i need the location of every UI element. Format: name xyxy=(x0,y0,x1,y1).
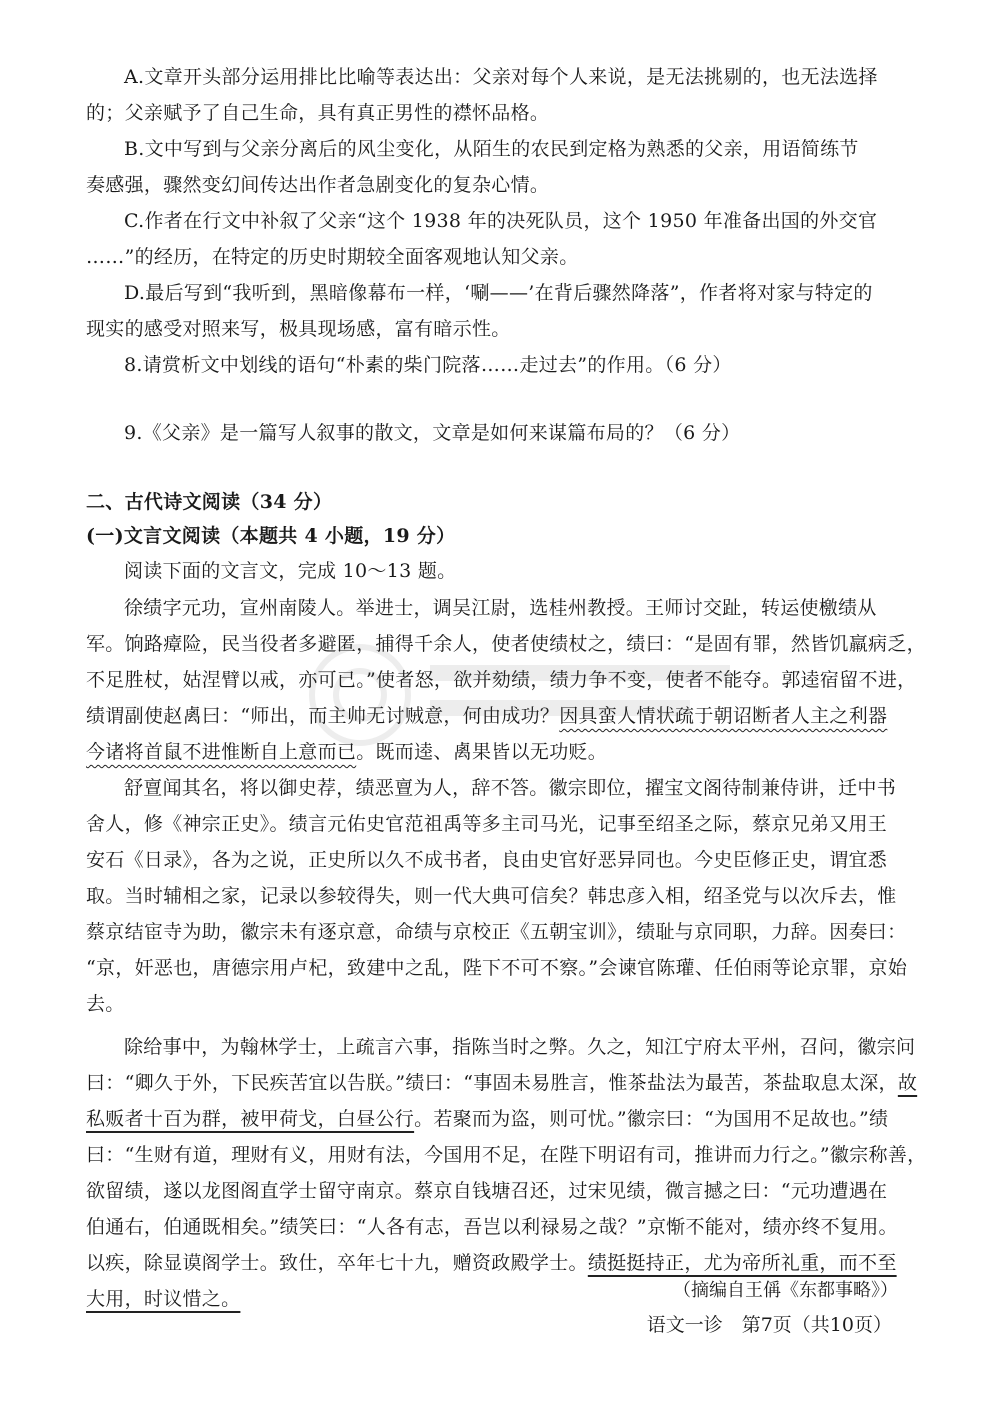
question-9: 9.《父亲》是一篇写人叙事的散文，文章是如何来谋篇布局的？（6 分） xyxy=(124,422,741,444)
passage-text: 以疾，除显谟阁学士。致仕，卒年七十九，赠资政殿学士。 xyxy=(86,1252,588,1274)
passage-p3-line-5: 欲留绩，遂以龙图阁直学士留守南京。蔡京自钱塘召还，过宋见绩，微言撼之曰：“元功遭遇在 xyxy=(86,1180,888,1202)
passage-p1-line-3: 不足胜杖，姑涅臂以戒，亦可已。”使者怒，欲并劾绩，绩力争不变，使者不能夺。郭逵宿留不进， xyxy=(86,669,917,691)
passage-p2-line-1: 舒亶闻其名，将以御史荐，绩恶亶为人，辞不答。徽宗即位，擢宝文阁待制兼侍讲，迁中书 xyxy=(124,777,897,799)
question-8: 8.请赏析文中划线的语句“朴素的柴门院落……走过去”的作用。（6 分） xyxy=(124,354,732,376)
passage-p2-line-2: 舍人，修《神宗正史》。绩言元佑史官范祖禹等多主司马光，记事至绍圣之际，蔡京兄弟又用王 xyxy=(86,813,888,835)
option-c-line-1: C.作者在行文中补叙了父亲“这个 1938 年的决死队员，这个 1950 年准备出国的外交官 xyxy=(124,210,878,232)
passage-p1-line-4 xyxy=(86,701,908,731)
passage-p3-line-3 xyxy=(86,1104,908,1134)
option-a-line-1: A.文章开头部分运用排比比喻等表达出：父亲对每个人来说，是无法挑剔的，也无法选择 xyxy=(124,66,878,88)
passage-p3-line-1: 除给事中，为翰林学士，上疏言六事，指陈当时之弊。久之，知江宁府太平州，召问，徽宗问 xyxy=(124,1036,916,1058)
passage-p2-line-3: 安石《日录》，各为之说，正史所以久不成书者，良由史官好恶异同也。今史臣修正史，谓宜悉 xyxy=(86,849,888,871)
passage-p1-line-5 xyxy=(86,737,908,767)
passage-p3-line-2 xyxy=(86,1068,918,1098)
section-subtitle: (一)文言文阅读（本题共 4 小题，19 分） xyxy=(86,525,456,547)
passage-p1-line-2: 军。饷路瘴险，民当役者多避匿，捕得千余人，使者使绩杖之，绩曰：“是固有罪，然皆饥羸病乏， xyxy=(86,633,926,655)
source-citation: （摘编自王偁《东都事略》） xyxy=(673,1280,898,1301)
passage-text: 曰：“卿久于外，下民疾苦宜以告朕。”绩曰：“事固未易胜言，惟茶盐法为最苦，茶盐取息太深， xyxy=(86,1072,898,1094)
passage-p1-line-1: 徐绩字元功，宣州南陵人。举进士，调吴江尉，选桂州教授。王师讨交趾，转运使檄绩从 xyxy=(124,597,877,619)
wavy-underlined-text: 今诸将首鼠不进惟断自上意而已 xyxy=(86,741,357,763)
passage-p3-line-8 xyxy=(86,1284,586,1314)
page-footer: 语文一诊 第7页（共10页） xyxy=(646,1314,892,1336)
passage-p2-line-4: 取。当时辅相之家，记录以参较得失，则一代大典可信矣？韩忠彦入相，绍圣党与以次斥去，惟 xyxy=(86,885,897,907)
underlined-text: 私贩者十百为群，被甲荷戈，白昼公行 xyxy=(86,1108,415,1130)
passage-p3-line-6: 伯通右，伯通既相矣。”绩笑曰：“人各有志，吾岂以利禄易之哉？”京惭不能对，绩亦终不复用。 xyxy=(86,1216,898,1238)
section-title: 二、古代诗文阅读（34 分） xyxy=(86,491,333,513)
option-d-line-2: 现实的感受对照来写，极具现场感，富有暗示性。 xyxy=(86,318,511,340)
passage-text: 。既而逵、禼果皆以无功贬。 xyxy=(356,741,608,763)
passage-p2-line-6: “京，奸恶也，唐德宗用卢杞，致建中之乱，陛下不可不察。”会谏官陈瓘、任伯雨等论京罪，京始 xyxy=(86,957,908,979)
option-b-line-2: 奏感强，骤然变幻间传达出作者急剧变化的复杂心情。 xyxy=(86,174,550,196)
option-a-line-2: 的；父亲赋予了自己生命，具有真正男性的襟怀品格。 xyxy=(86,102,550,124)
wavy-underlined-text: 因具蛮人情状疏于朝诏断者人主之利器 xyxy=(559,705,888,727)
passage-p2-line-5: 蔡京结宦寺为助，徽宗未有逐京意，命绩与京校正《五朝宝训》，绩耻与京同职，力辞。因奏曰： xyxy=(86,921,907,943)
option-c-line-2: ……”的经历，在特定的历史时期较全面客观地认知父亲。 xyxy=(86,246,579,268)
passage-text: 绩谓副使赵禼曰：“师出，而主帅无讨贼意，何由成功？ xyxy=(86,705,560,727)
underlined-text: 大用，时议惜之。 xyxy=(86,1288,241,1310)
underlined-text: 故 xyxy=(897,1072,918,1094)
option-d-line-1: D.最后写到“我听到，黑暗像幕布一样，‘唰——’在背后骤然降落”，作者将对家与特定的 xyxy=(124,282,873,304)
option-b-line-1: B.文中写到与父亲分离后的风尘变化，从陌生的农民到定格为熟悉的父亲，用语简练节 xyxy=(124,138,859,160)
underlined-text: 绩挺挺持正，尤为帝所礼重，而不至 xyxy=(587,1252,897,1274)
passage-p3-line-4: 曰：“生财有道，理财有义，用财有法，今国用不足，在陛下明诏有司，推讲而力行之。”徽宗称善， xyxy=(86,1144,927,1166)
passage-p3-line-7 xyxy=(86,1248,908,1278)
passage-p2-line-7: 去。 xyxy=(86,993,125,1015)
section-instruction: 阅读下面的文言文，完成 10～13 题。 xyxy=(124,560,457,582)
passage-text: 。若聚而为盗，则可忧。”徽宗曰：“为国用不足故也。”绩 xyxy=(414,1108,889,1130)
